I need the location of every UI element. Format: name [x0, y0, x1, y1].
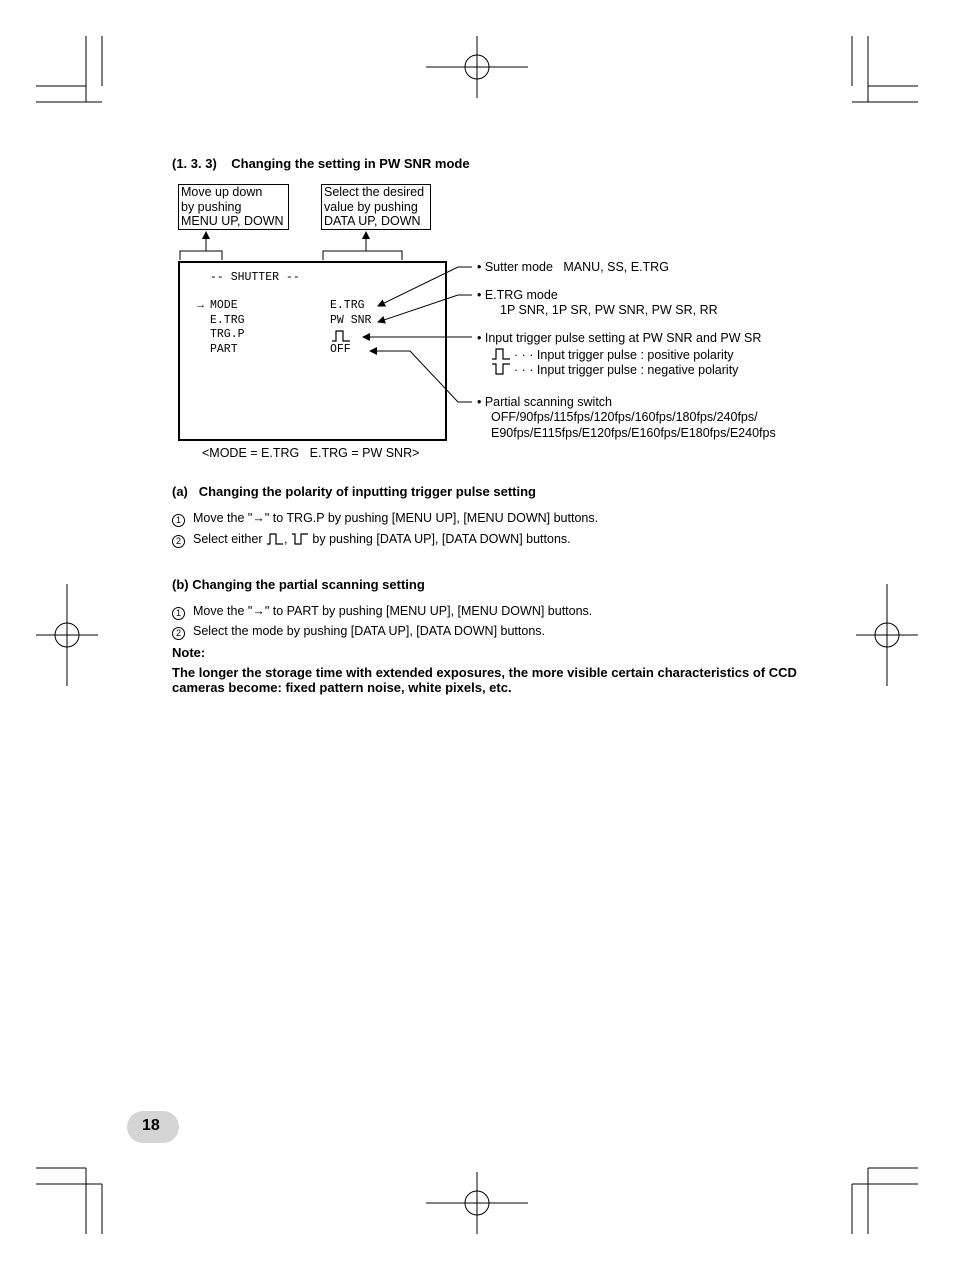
sub-b-step-2: [172, 624, 545, 640]
osd-row-label: MODE: [210, 299, 238, 312]
positive-pulse-icon: [331, 330, 351, 342]
data-callout-line: Select the desired: [324, 185, 425, 199]
osd-caption: <MODE = E.TRG E.TRG = PW SNR>: [202, 446, 420, 460]
menu-callout-line: MENU UP, DOWN: [181, 214, 284, 228]
note-label: Note:: [172, 645, 206, 660]
osd-row-value: E.TRG: [330, 299, 365, 312]
note-text: The longer the storage time with extended exposures, the more visible certain characteristics of CCD: [172, 665, 797, 680]
note-text: cameras become: fixed pattern noise, white pixels, etc.: [172, 680, 512, 695]
step-number: 1: [172, 607, 185, 620]
trigger-negative-note: · · · Input trigger pulse : negative polarity: [514, 363, 739, 377]
osd-title: -- SHUTTER --: [210, 271, 300, 284]
positive-pulse-icon: [491, 348, 511, 360]
sub-a-heading: (a) Changing the polarity of inputting trigger pulse setting: [172, 484, 536, 499]
menu-callout-line: Move up down: [181, 185, 263, 199]
step-number: 1: [172, 514, 185, 527]
step-text: Select either: [193, 532, 263, 546]
step-number: 2: [172, 627, 185, 640]
osd-row-value: PW SNR: [330, 314, 372, 327]
page-number-badge: [127, 1111, 179, 1143]
step-text: Move the "→" to PART by pushing [MENU UP], [MENU DOWN] buttons.: [193, 604, 593, 618]
partial-options: E90fps/E115fps/E120fps/E160fps/E180fps/E240fps: [491, 426, 776, 440]
data-callout-line: value by pushing: [324, 199, 418, 214]
partial-note: • Partial scanning switch: [477, 395, 612, 409]
partial-options: OFF/90fps/115fps/120fps/160fps/180fps/240fps/: [491, 410, 758, 424]
negative-pulse-icon: [291, 533, 309, 545]
shutter-mode-note: • Sutter mode MANU, SS, E.TRG: [477, 260, 669, 274]
osd-row-label: E.TRG: [210, 314, 245, 327]
page-number: 18: [142, 1117, 160, 1134]
osd-row-value: OFF: [330, 343, 351, 356]
positive-pulse-icon: [266, 533, 284, 545]
sub-b-step-1: [172, 604, 592, 620]
step-number: 2: [172, 535, 185, 548]
osd-cursor-icon: →: [197, 299, 204, 312]
sub-b-heading: (b) Changing the partial scanning setting: [172, 577, 425, 592]
sub-a-step-2: [172, 532, 571, 548]
sub-a-step-1: [172, 511, 598, 527]
etrg-mode-note: • E.TRG mode: [477, 288, 558, 302]
etrg-options: 1P SNR, 1P SR, PW SNR, PW SR, RR: [500, 303, 718, 317]
section-heading: (1. 3. 3) Changing the setting in PW SNR mode: [172, 156, 470, 171]
step-text: ,: [283, 532, 288, 546]
step-text: Move the "→" to TRG.P by pushing [MENU UP], [MENU DOWN] buttons.: [193, 511, 599, 525]
trigger-note: • Input trigger pulse setting at PW SNR and PW SR: [477, 331, 762, 345]
data-callout-line: DATA UP, DOWN: [324, 214, 421, 228]
negative-pulse-icon: [491, 363, 511, 375]
osd-row-label: TRG.P: [210, 328, 245, 341]
step-text: by pushing [DATA UP], [DATA DOWN] buttons.: [312, 532, 571, 546]
step-text: Select the mode by pushing [DATA UP], [DATA DOWN] buttons.: [193, 624, 545, 638]
trigger-positive-note: · · · Input trigger pulse : positive polarity: [514, 348, 734, 362]
menu-callout-line: by pushing: [181, 199, 242, 214]
osd-row-label: PART: [210, 343, 238, 356]
